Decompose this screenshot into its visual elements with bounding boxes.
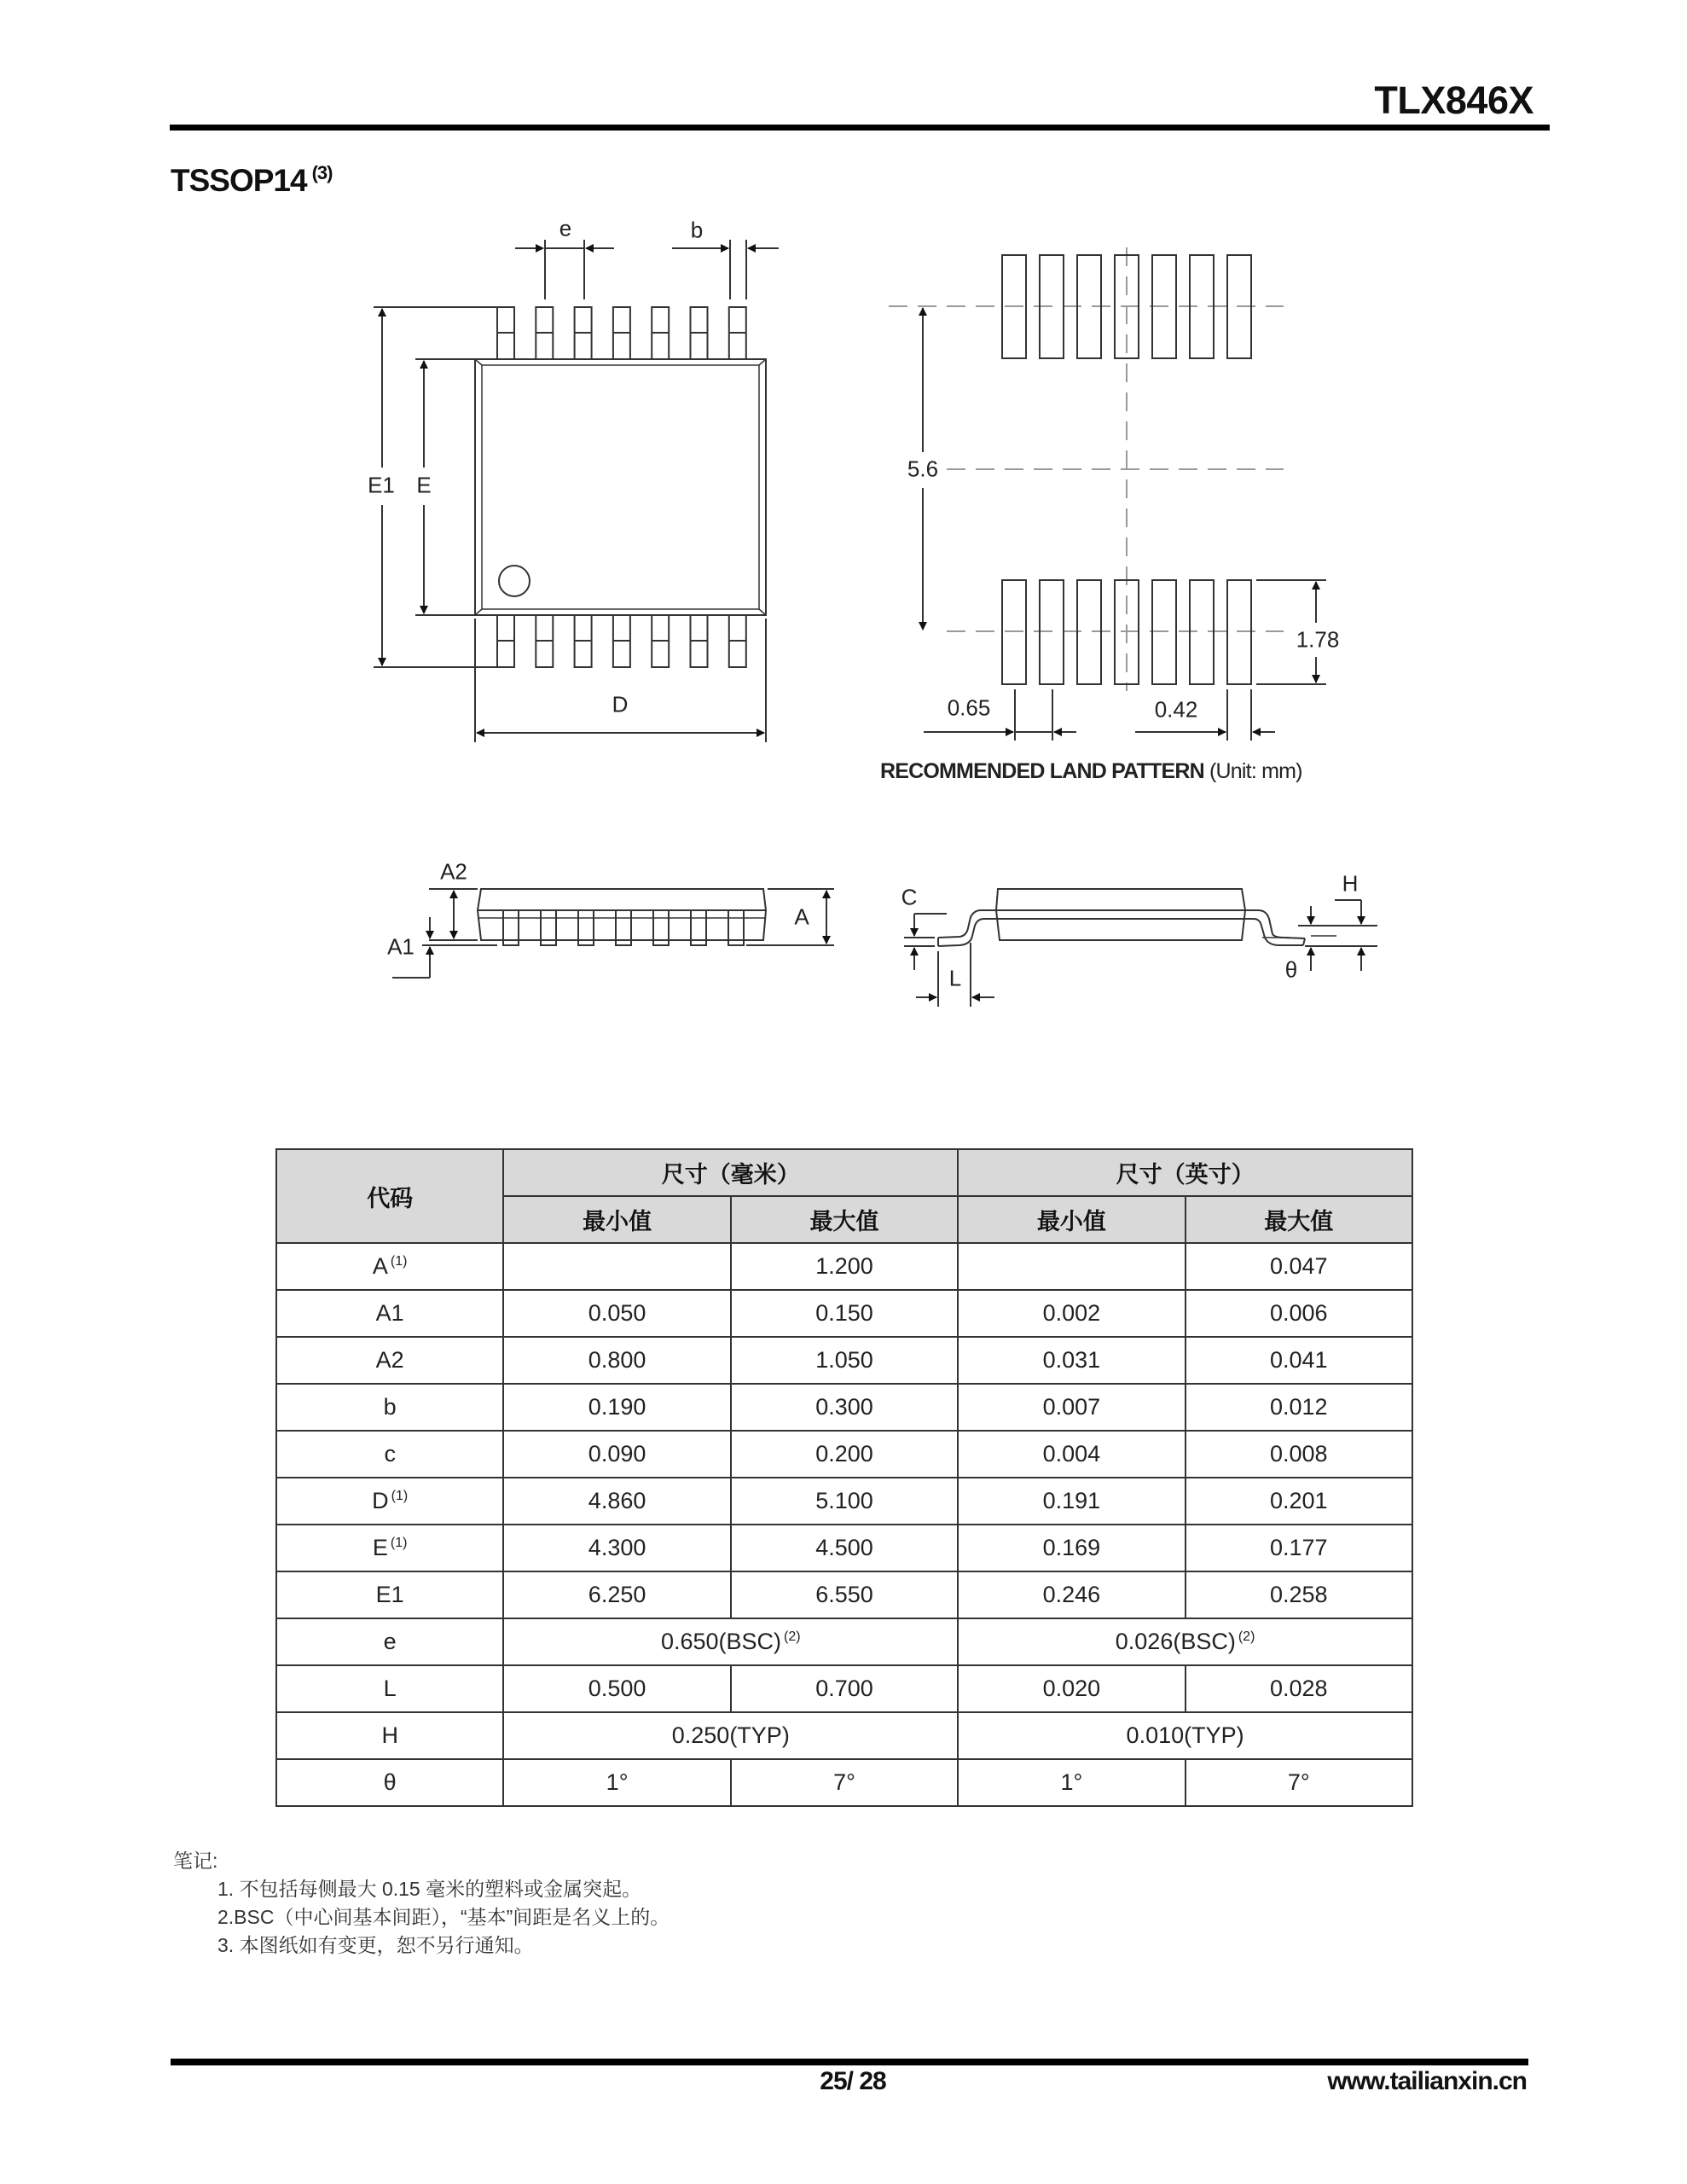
cell-inch-max-text: 0.012 <box>1269 1394 1328 1420</box>
cell-inch-span-text: 0.026(BSC) <box>1115 1629 1236 1654</box>
cell-inch-max <box>1186 1290 1412 1337</box>
table-row <box>276 1618 1412 1665</box>
cell-inch-min <box>958 1243 1185 1290</box>
cell-mm-min <box>503 1431 730 1478</box>
cell-inch-max <box>1186 1243 1412 1290</box>
table-row <box>276 1243 1412 1290</box>
cell-inch-min <box>958 1384 1185 1431</box>
cell-code-text: E <box>372 1535 388 1560</box>
cell-inch-max-text: 0.006 <box>1269 1300 1328 1326</box>
footer-rule <box>171 2059 1528 2065</box>
cell-inch-max <box>1186 1337 1412 1384</box>
cell-mm-min <box>503 1243 730 1290</box>
note-item: 2.BSC（中心间基本间距），“基本”间距是名义上的。 <box>217 1906 670 1928</box>
footnote-ref: (1) <box>390 1536 408 1550</box>
cell-mm-min-text: 0.800 <box>588 1347 646 1373</box>
table-row <box>276 1384 1412 1431</box>
dim-label-E1: E1 <box>368 472 395 498</box>
cell-inch-max-text: 0.008 <box>1269 1441 1328 1467</box>
cell-inch-max <box>1186 1759 1412 1806</box>
lead-right <box>996 910 1305 938</box>
cell-mm-max-text: 1.050 <box>815 1347 873 1373</box>
col-header-inch-min: 最小值 <box>958 1196 1185 1243</box>
cell-mm-max <box>731 1665 958 1712</box>
dim-label-theta: θ <box>1284 956 1298 983</box>
cell-inch-min-text: 0.031 <box>1042 1347 1101 1373</box>
cell-mm-min-text: 4.300 <box>588 1535 646 1560</box>
cell-code-text: E1 <box>375 1582 404 1607</box>
cell-mm-max <box>731 1384 958 1431</box>
cell-code-text: D <box>372 1488 389 1513</box>
col-header-mm: 尺寸（毫米） <box>503 1149 958 1196</box>
dim-label-b: b <box>690 217 704 243</box>
dim-label-C: C <box>901 884 918 910</box>
notes-heading: 笔记: <box>173 1850 218 1872</box>
cell-inch-max-text: 0.047 <box>1269 1253 1328 1279</box>
cell-inch-min-text: 0.020 <box>1042 1676 1101 1701</box>
lp-dim-pad-width: 0.42 <box>1154 696 1198 723</box>
dim-label-A: A <box>794 903 809 930</box>
table-row <box>276 1478 1412 1525</box>
cell-inch-span <box>958 1712 1412 1759</box>
package-body <box>475 359 766 615</box>
dim-label-L: L <box>948 965 962 991</box>
page-number: 25/ 28 <box>820 2067 886 2095</box>
footnote-ref: (1) <box>390 1254 408 1269</box>
cell-code <box>276 1571 503 1618</box>
cell-mm-max <box>731 1525 958 1571</box>
cell-mm-min-text: 4.860 <box>588 1488 646 1513</box>
cell-mm-span <box>503 1712 958 1759</box>
lead-detail-view <box>904 889 1377 1007</box>
cell-inch-max <box>1186 1571 1412 1618</box>
cell-code-text: c <box>384 1441 396 1467</box>
cell-mm-max <box>731 1571 958 1618</box>
cell-code <box>276 1243 503 1290</box>
cell-inch-min <box>958 1337 1185 1384</box>
cell-mm-min <box>503 1384 730 1431</box>
table-row <box>276 1525 1412 1571</box>
cell-code-text: A2 <box>375 1347 404 1373</box>
cell-inch-min <box>958 1431 1185 1478</box>
package-drawings <box>0 0 1687 1024</box>
lp-dim-pad-length: 1.78 <box>1296 626 1340 653</box>
cell-mm-min-text: 0.190 <box>588 1394 646 1420</box>
package-name: TSSOP14 <box>171 163 307 198</box>
cell-code-text: e <box>383 1629 397 1654</box>
cell-mm-max-text: 0.300 <box>815 1394 873 1420</box>
cell-inch-min-text: 0.007 <box>1042 1394 1101 1420</box>
footnote-ref: (2) <box>784 1629 801 1644</box>
cell-mm-max-text: 4.500 <box>815 1535 873 1560</box>
cell-mm-min <box>503 1525 730 1571</box>
cell-code <box>276 1478 503 1525</box>
cell-inch-min <box>958 1571 1185 1618</box>
table-body <box>276 1243 1412 1806</box>
top-view <box>374 240 779 742</box>
footnote-ref: (1) <box>391 1489 409 1503</box>
cell-inch-span-text: 0.010(TYP) <box>1126 1722 1244 1748</box>
cell-inch-min-text: 0.002 <box>1042 1300 1101 1326</box>
note-item: 3. 本图纸如有变更，恕不另行通知。 <box>217 1934 534 1956</box>
table-header-row-1 <box>276 1149 1412 1196</box>
cell-inch-min-text: 0.004 <box>1042 1441 1101 1467</box>
dim-label-e: e <box>559 215 572 241</box>
land-pattern-view <box>889 247 1326 741</box>
cell-inch-min-text: 1° <box>1060 1769 1083 1795</box>
cell-inch-max-text: 0.201 <box>1269 1488 1328 1513</box>
cell-mm-max-text: 6.550 <box>815 1582 873 1607</box>
land-pattern-caption-title: RECOMMENDED LAND PATTERN <box>880 759 1204 783</box>
table-row <box>276 1431 1412 1478</box>
website-link[interactable]: www.tailianxin.cn <box>1327 2067 1527 2095</box>
cell-inch-max-text: 0.041 <box>1269 1347 1328 1373</box>
cell-inch-span <box>958 1618 1412 1665</box>
cell-inch-min-text: 0.191 <box>1042 1488 1101 1513</box>
section-note-ref: (3) <box>311 162 333 183</box>
cell-mm-max-text: 7° <box>833 1769 855 1795</box>
col-header-mm-min: 最小值 <box>503 1196 730 1243</box>
cell-mm-min-text: 0.500 <box>588 1676 646 1701</box>
cell-inch-max <box>1186 1665 1412 1712</box>
cell-mm-min-text: 0.050 <box>588 1300 646 1326</box>
col-header-inch-max: 最大值 <box>1186 1196 1412 1243</box>
cell-code-text: θ <box>383 1769 397 1795</box>
table-row <box>276 1571 1412 1618</box>
cell-mm-max-text: 0.700 <box>815 1676 873 1701</box>
top-pins <box>497 307 746 359</box>
cell-mm-max <box>731 1478 958 1525</box>
cell-code-text: A1 <box>375 1300 404 1326</box>
cell-mm-max-text: 1.200 <box>815 1253 873 1279</box>
cell-mm-max <box>731 1759 958 1806</box>
dim-label-A2: A2 <box>440 858 467 885</box>
table-row <box>276 1712 1412 1759</box>
cell-inch-min <box>958 1478 1185 1525</box>
cell-mm-min-text: 1° <box>606 1769 629 1795</box>
cell-code <box>276 1618 503 1665</box>
cell-code <box>276 1431 503 1478</box>
bottom-pins <box>497 615 746 667</box>
cell-inch-min <box>958 1525 1185 1571</box>
cell-inch-max <box>1186 1478 1412 1525</box>
lp-dim-pitch: 0.65 <box>947 694 991 721</box>
lead-left <box>938 910 1245 938</box>
cell-mm-max <box>731 1290 958 1337</box>
dimension-table <box>275 1148 1413 1807</box>
cell-mm-max-text: 0.200 <box>815 1441 873 1467</box>
cell-inch-min-text: 0.169 <box>1042 1535 1101 1560</box>
dim-label-D: D <box>612 691 629 717</box>
cell-mm-max <box>731 1337 958 1384</box>
cell-mm-min <box>503 1759 730 1806</box>
cell-code <box>276 1384 503 1431</box>
cell-inch-min <box>958 1759 1185 1806</box>
cell-mm-min <box>503 1571 730 1618</box>
cell-inch-max <box>1186 1431 1412 1478</box>
cell-mm-min-text: 0.090 <box>588 1441 646 1467</box>
land-pattern-caption <box>880 759 1302 784</box>
lead-body <box>996 889 1245 940</box>
cell-inch-max-text: 0.028 <box>1269 1676 1328 1701</box>
dim-label-E: E <box>416 472 432 498</box>
cell-mm-min-text: 6.250 <box>588 1582 646 1607</box>
dim-label-A1: A1 <box>387 933 415 960</box>
footnote-ref: (2) <box>1238 1629 1255 1644</box>
cell-code-text: A <box>372 1253 388 1279</box>
cell-mm-span-text: 0.250(TYP) <box>671 1722 790 1748</box>
cell-mm-min <box>503 1478 730 1525</box>
dim-label-H: H <box>1342 870 1359 897</box>
table-row <box>276 1759 1412 1806</box>
table-row <box>276 1290 1412 1337</box>
cell-inch-min-text: 0.246 <box>1042 1582 1101 1607</box>
cell-mm-span-text: 0.650(BSC) <box>660 1629 782 1654</box>
col-header-mm-max: 最大值 <box>731 1196 958 1243</box>
cell-code-text: b <box>383 1394 397 1420</box>
cell-mm-min <box>503 1337 730 1384</box>
cell-code-text: L <box>383 1676 397 1701</box>
cell-inch-max <box>1186 1525 1412 1571</box>
cell-mm-max-text: 5.100 <box>815 1488 873 1513</box>
table-row <box>276 1337 1412 1384</box>
cell-mm-max <box>731 1431 958 1478</box>
cell-code <box>276 1337 503 1384</box>
cell-inch-min <box>958 1290 1185 1337</box>
cell-inch-max-text: 0.177 <box>1269 1535 1328 1560</box>
document-title: TLX846X <box>1374 78 1533 122</box>
cell-mm-max-text: 0.150 <box>815 1300 873 1326</box>
pin1-marker <box>499 566 530 596</box>
cell-inch-max-text: 7° <box>1287 1769 1310 1795</box>
side-body <box>478 889 766 940</box>
col-header-inch: 尺寸（英寸） <box>958 1149 1412 1196</box>
cell-code-text: H <box>381 1722 398 1748</box>
land-pattern-caption-unit: (Unit: mm) <box>1209 759 1302 783</box>
cell-code <box>276 1525 503 1571</box>
cell-code <box>276 1665 503 1712</box>
cell-mm-span <box>503 1618 958 1665</box>
col-header-code: 代码 <box>276 1149 503 1243</box>
note-item: 1. 不包括每侧最大 0.15 毫米的塑料或金属突起。 <box>217 1878 642 1900</box>
table-row <box>276 1665 1412 1712</box>
cell-code <box>276 1712 503 1759</box>
cell-mm-min <box>503 1665 730 1712</box>
cell-mm-min <box>503 1290 730 1337</box>
cell-mm-max <box>731 1243 958 1290</box>
cell-inch-max-text: 0.258 <box>1269 1582 1328 1607</box>
cell-inch-max <box>1186 1384 1412 1431</box>
side-view <box>392 889 834 978</box>
cell-code <box>276 1759 503 1806</box>
lp-dim-row-spacing: 5.6 <box>907 456 939 482</box>
cell-inch-min <box>958 1665 1185 1712</box>
cell-code <box>276 1290 503 1337</box>
